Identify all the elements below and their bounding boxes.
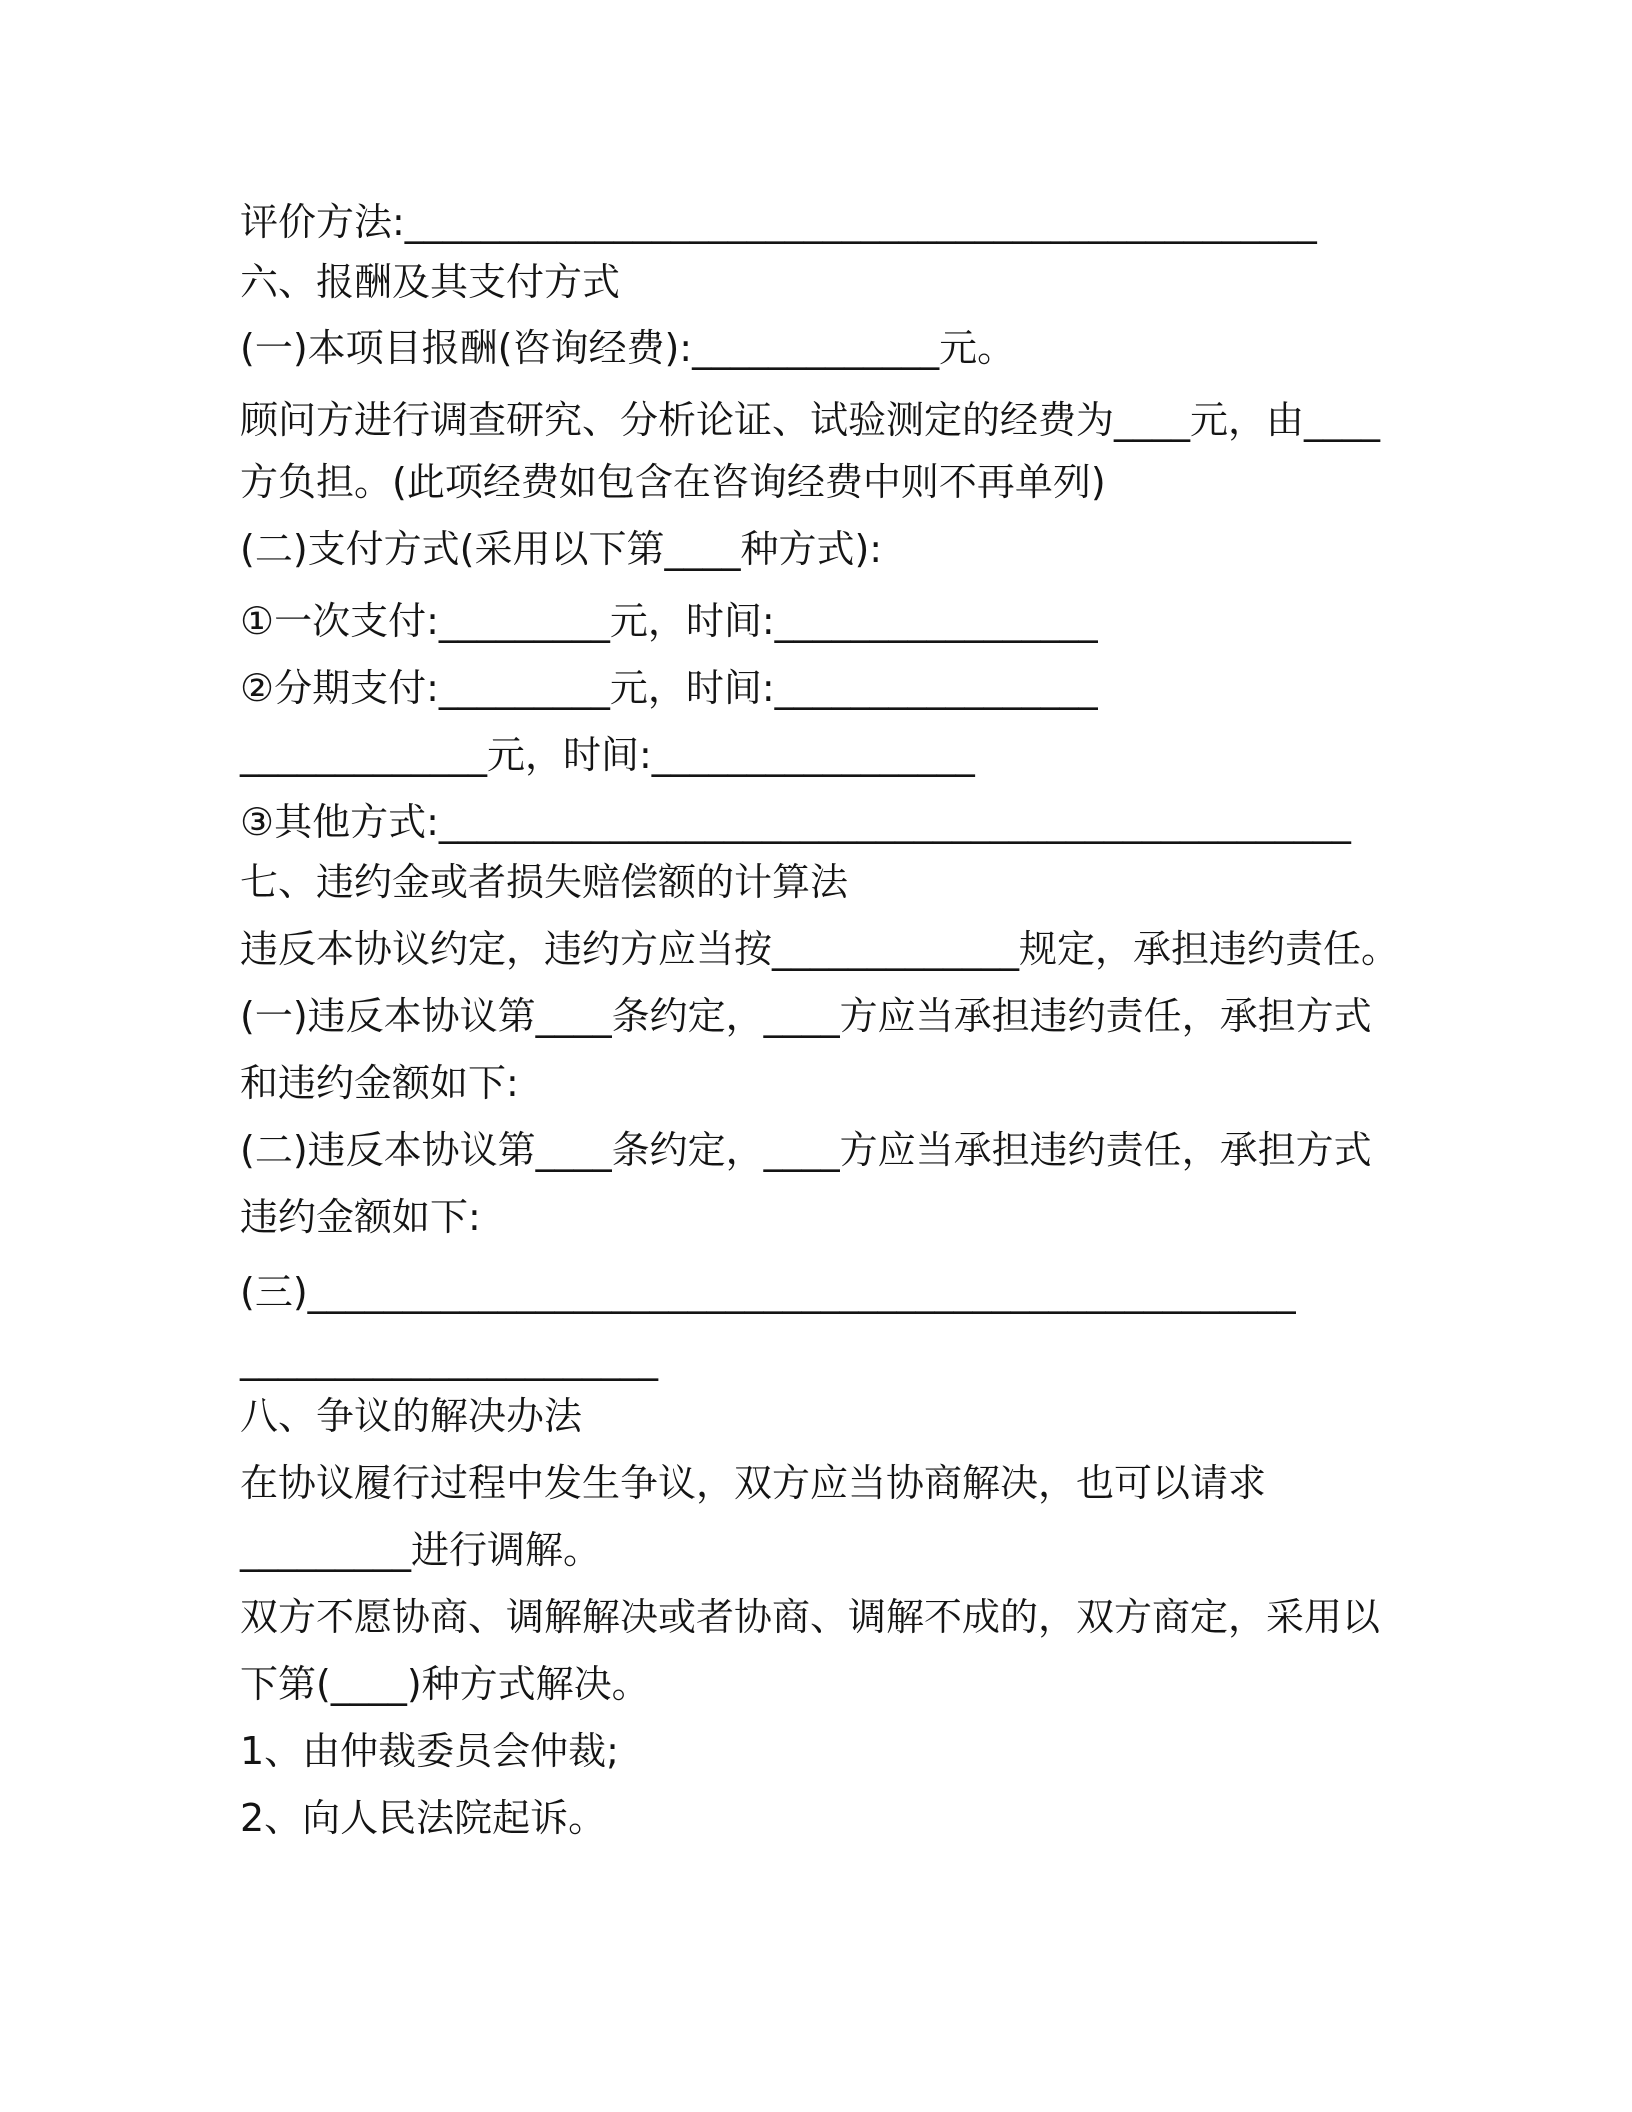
mediation-line: _________进行调解。 (240, 1528, 602, 1572)
arbitration-option: 1、由仲裁委员会仲裁; (240, 1729, 619, 1773)
installment-payment-line: ②分期支付:_________元，时间:_________________ (240, 666, 1098, 710)
breach-clause-3-line: (三)____________________________________________________ (240, 1270, 1296, 1314)
breach-clause-2-continuation: 违约金额如下: (240, 1195, 481, 1239)
section-7-heading: 七、违约金或者损失赔偿额的计算法 (240, 860, 849, 904)
litigation-option: 2、向人民法院起诉。 (240, 1796, 607, 1840)
breach-clause-3-continuation: ______________________ (240, 1337, 658, 1381)
section-8-heading: 八、争议的解决办法 (240, 1394, 583, 1438)
breach-liability-line: 违反本协议约定，违约方应当按_____________规定，承担违约责任。 (240, 927, 1400, 971)
breach-clause-1-continuation: 和违约金额如下: (240, 1061, 519, 1105)
lump-sum-payment-line: ①一次支付:_________元，时间:_________________ (240, 599, 1098, 643)
evaluation-method-line: 评价方法:________________________________________________ (240, 200, 1317, 244)
section-6-heading: 六、报酬及其支付方式 (240, 260, 621, 304)
other-payment-line: ③其他方式:________________________________________________ (240, 800, 1351, 844)
breach-clause-1-line: (一)违反本协议第____条约定，____方应当承担违约责任，承担方式 (240, 994, 1372, 1038)
project-fee-line: (一)本项目报酬(咨询经费):_____________元。 (240, 326, 1016, 370)
dispute-negotiation-line: 在协议履行过程中发生争议，双方应当协商解决，也可以请求 (240, 1461, 1267, 1505)
dispute-resolution-continuation: 下第(____)种方式解决。 (240, 1662, 650, 1706)
installment-continuation-line: _____________元，时间:_________________ (240, 733, 975, 777)
breach-clause-2-line: (二)违反本协议第____条约定，____方应当承担违约责任，承担方式 (240, 1128, 1372, 1172)
payment-method-line: (二)支付方式(采用以下第____种方式): (240, 527, 883, 571)
research-fee-note: 方负担。(此项经费如包含在咨询经费中则不再单列) (240, 460, 1106, 504)
research-fee-line: 顾问方进行调查研究、分析论证、试验测定的经费为____元，由____ (240, 398, 1381, 442)
dispute-resolution-line: 双方不愿协商、调解解决或者协商、调解不成的，双方商定，采用以 (240, 1595, 1381, 1639)
